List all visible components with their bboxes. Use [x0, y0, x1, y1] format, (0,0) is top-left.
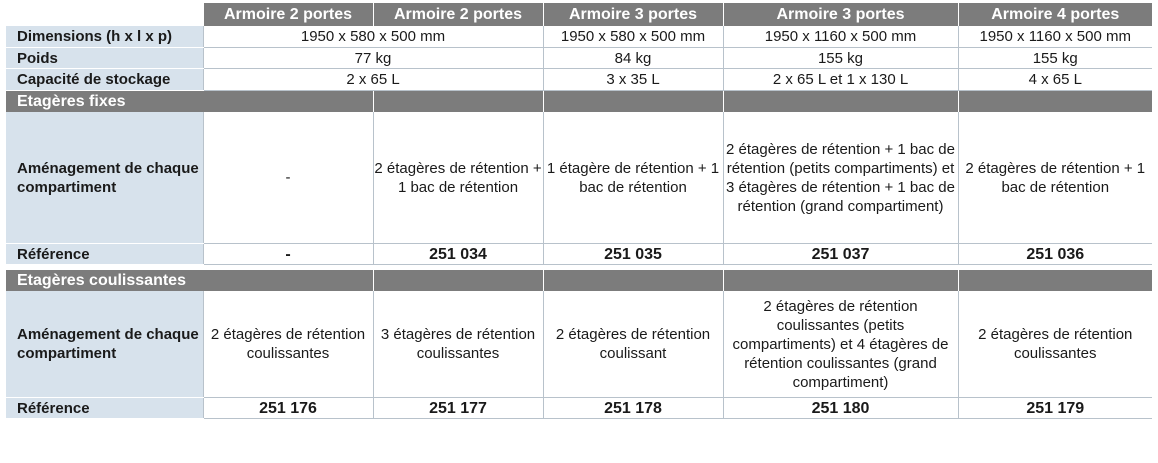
amenagement-label: Aménagement de chaque compartiment [6, 112, 203, 244]
capacite-value-3: 3 x 35 L [543, 69, 723, 91]
section-spacer [373, 270, 543, 291]
poids-value-4: 155 kg [723, 48, 958, 69]
column-header-2: Armoire 2 portes [373, 3, 543, 26]
section-header-fixes [6, 91, 1152, 113]
fixes-amenagement-4: 2 étagères de rétention + 1 bac de rétention (petits compartiments) et 3 étagères de rétention + 1 bac de rétention (grand compartiment) [723, 112, 958, 244]
section-title-coulissantes: Etagères coulissantes [6, 270, 373, 291]
dimensions-row [6, 26, 1152, 48]
fixes-amenagement-row [6, 112, 1152, 244]
coulissantes-reference-row [6, 398, 1152, 419]
dimensions-value-1-2: 1950 x 580 x 500 mm [203, 26, 543, 48]
section-spacer [723, 270, 958, 291]
column-header-3: Armoire 3 portes [543, 3, 723, 26]
fixes-amenagement-2: 2 étagères de rétention + 1 bac de rétention [373, 112, 543, 244]
capacite-value-4: 2 x 65 L et 1 x 130 L [723, 69, 958, 91]
poids-row [6, 48, 1152, 69]
fixes-reference-1: - [203, 244, 373, 265]
header-row [6, 3, 1152, 26]
dimensions-value-3: 1950 x 580 x 500 mm [543, 26, 723, 48]
section-spacer [373, 91, 543, 113]
poids-value-5: 155 kg [958, 48, 1152, 69]
column-header-4: Armoire 3 portes [723, 3, 958, 26]
column-header-5: Armoire 4 portes [958, 3, 1152, 26]
coulissantes-amenagement-row [6, 291, 1152, 398]
fixes-reference-row [6, 244, 1152, 265]
poids-value-1-2: 77 kg [203, 48, 543, 69]
section-spacer [958, 91, 1152, 113]
section-header-coulissantes [6, 270, 1152, 291]
coulissantes-reference-4: 251 180 [723, 398, 958, 419]
fixes-amenagement-1: - [203, 112, 373, 244]
dimensions-label: Dimensions (h x l x p) [6, 26, 203, 48]
section-spacer [543, 270, 723, 291]
dimensions-value-4: 1950 x 1160 x 500 mm [723, 26, 958, 48]
coulissantes-amenagement-4: 2 étagères de rétention coulissantes (petits compartiments) et 4 étagères de rétention coulissantes (grand compartiment) [723, 291, 958, 398]
poids-value-3: 84 kg [543, 48, 723, 69]
section-spacer [723, 91, 958, 113]
fixes-amenagement-5: 2 étagères de rétention + 1 bac de rétention [958, 112, 1152, 244]
header-blank-cell [6, 3, 203, 26]
amenagement-label: Aménagement de chaque compartiment [6, 291, 203, 398]
dimensions-value-5: 1950 x 1160 x 500 mm [958, 26, 1152, 48]
coulissantes-amenagement-3: 2 étagères de rétention coulissant [543, 291, 723, 398]
fixes-amenagement-3: 1 étagère de rétention + 1 bac de rétention [543, 112, 723, 244]
coulissantes-reference-3: 251 178 [543, 398, 723, 419]
reference-label: Référence [6, 244, 203, 265]
poids-label: Poids [6, 48, 203, 69]
coulissantes-amenagement-2: 3 étagères de rétention coulissantes [373, 291, 543, 398]
section-spacer [958, 270, 1152, 291]
coulissantes-amenagement-1: 2 étagères de rétention coulissantes [203, 291, 373, 398]
section-title-fixes: Etagères fixes [6, 91, 373, 113]
coulissantes-reference-5: 251 179 [958, 398, 1152, 419]
fixes-reference-4: 251 037 [723, 244, 958, 265]
capacite-label: Capacité de stockage [6, 69, 203, 91]
coulissantes-amenagement-5: 2 étagères de rétention coulissantes [958, 291, 1152, 398]
coulissantes-reference-2: 251 177 [373, 398, 543, 419]
reference-label: Référence [6, 398, 203, 419]
product-comparison-table [6, 3, 1152, 419]
fixes-reference-3: 251 035 [543, 244, 723, 265]
column-header-1: Armoire 2 portes [203, 3, 373, 26]
capacite-value-5: 4 x 65 L [958, 69, 1152, 91]
capacite-row [6, 69, 1152, 91]
fixes-reference-2: 251 034 [373, 244, 543, 265]
section-spacer [543, 91, 723, 113]
capacite-value-1-2: 2 x 65 L [203, 69, 543, 91]
coulissantes-reference-1: 251 176 [203, 398, 373, 419]
fixes-reference-5: 251 036 [958, 244, 1152, 265]
